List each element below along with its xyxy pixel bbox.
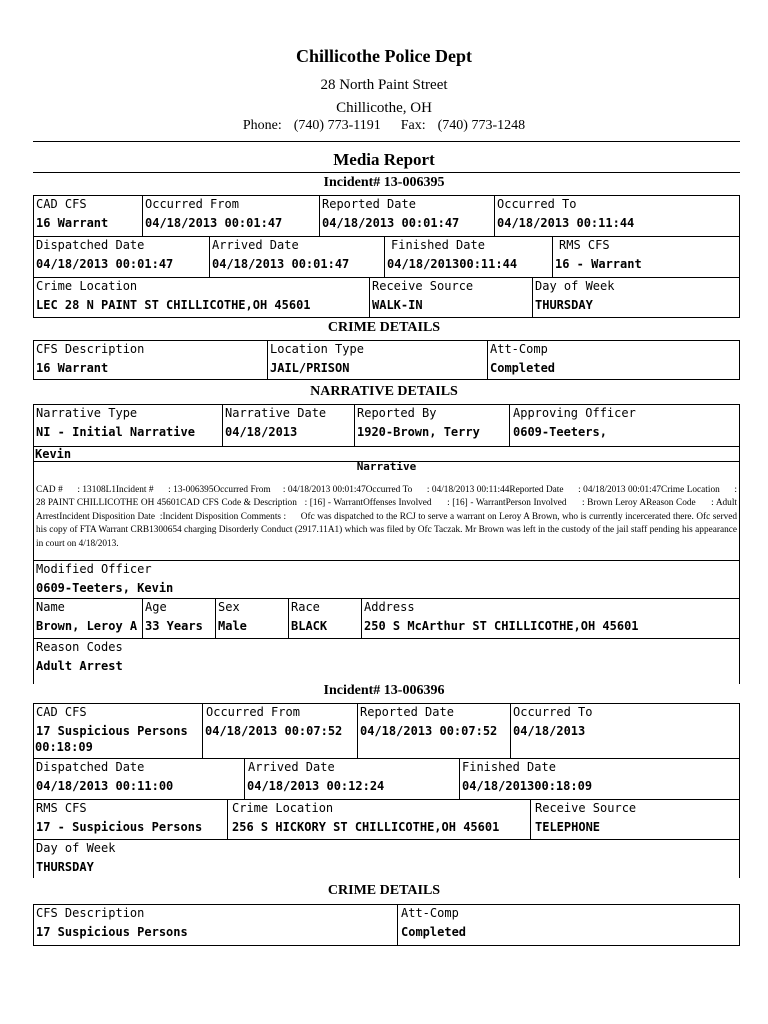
- summary-row: [34, 196, 739, 237]
- field-label: Dispatched Date: [36, 238, 145, 252]
- field-value: 16 Warrant: [36, 216, 109, 230]
- field-value: 04/18/2013 00:07:52: [205, 724, 343, 738]
- field-label: Name: [36, 600, 65, 614]
- field-label: Reason Codes: [36, 640, 123, 654]
- att-comp-cell: [397, 905, 739, 945]
- summary-row: [34, 800, 739, 840]
- finished-date-cell: [384, 237, 552, 277]
- incident-summary-box: [33, 703, 740, 880]
- location-type-cell: [267, 341, 487, 379]
- narrative-text: CAD # : 13108L1Incident # : 13-006395Occurred From : 04/18/2013 00:01:47Occurred To : 04/18/2013 00:11:44Reported Date : 04/18/2013 00:01:47Crime Location : 28 PAINT CHILLICOTHE OH 45601CAD CFS Code & Description : [16] - WarrantOffenses Involved : [16] - WarrantPerson Involved : Brown Leroy AReason Code : Adult ArrestIncident Disposition Date :Incident Disposition Comments : Ofc was dispatched to the RCJ to serve a warrant on Leroy A Brown, who is currently incercerated there. Ofc served his copy of FTA Warrant CRB1300654 charging Disorderly Conduct (2917.11A1) which was filed by Ofc Taczak. Mr Brown was left in the custody of the jail staff pending his appearance in court on 4/18/2013.: [36, 485, 740, 549]
- field-value: 04/18/2013 00:01:47: [322, 216, 460, 230]
- field-value: Completed: [401, 925, 467, 939]
- race-cell: [288, 599, 361, 638]
- occurred-from-cell: [202, 704, 357, 758]
- summary-row: [34, 237, 739, 278]
- summary-row: [34, 278, 739, 318]
- field-value: THURSDAY: [535, 298, 593, 312]
- field-label: Crime Location: [36, 279, 138, 293]
- field-label: Day of Week: [535, 279, 615, 293]
- header-divider: [33, 141, 740, 142]
- agency-city: Chillicothe, OH: [336, 100, 432, 116]
- incident-title: Incident# 13-006395: [323, 175, 445, 190]
- field-value: 04/18/2013 00:11:00: [36, 779, 174, 793]
- summary-row: [34, 840, 739, 880]
- field-value: NI - Initial Narrative: [36, 425, 195, 439]
- field-value: 256 S HICKORY ST CHILLICOTHE,OH 45601: [232, 820, 500, 834]
- field-value: 0609-Teeters, Kevin: [36, 581, 174, 595]
- field-value: LEC 28 N PAINT ST CHILLICOTHE,OH 45601: [36, 298, 311, 312]
- field-value: JAIL/PRISON: [270, 361, 350, 375]
- field-label: RMS CFS: [36, 801, 87, 815]
- field-label: Occurred To: [497, 197, 577, 211]
- occurred-from-cell: [142, 196, 319, 236]
- crime-location-cell: [34, 278, 369, 318]
- phone-number: (740) 773-1191: [293, 118, 381, 133]
- field-value: 1920-Brown, Terry: [357, 425, 480, 439]
- cfs-description-cell: [34, 341, 267, 379]
- field-label: Age: [145, 600, 167, 614]
- agency-name: Chillicothe Police Dept: [296, 46, 472, 66]
- field-label: Occurred From: [145, 197, 239, 211]
- field-label: RMS CFS: [559, 238, 610, 252]
- att-comp-cell: [487, 341, 739, 379]
- field-label: Location Type: [270, 342, 364, 356]
- narrative-type-cell: [34, 405, 222, 446]
- field-label: Att-Comp: [401, 906, 459, 920]
- field-value: Male: [218, 619, 247, 633]
- field-value: 04/18/2013: [513, 724, 586, 738]
- field-label: CFS Description: [36, 906, 145, 920]
- field-value: 04/18/201300:11:44: [387, 257, 518, 271]
- occurred-to-continued: 00:18:09: [35, 740, 93, 754]
- crime-details-title: CRIME DETAILS: [327, 883, 441, 898]
- field-value: 17 Suspicious Persons: [36, 925, 188, 939]
- dispatched-date-cell: [34, 237, 209, 277]
- crime-details-title: CRIME DETAILS: [327, 320, 441, 335]
- field-label: Approving Officer: [513, 406, 636, 420]
- summary-row: [34, 759, 739, 800]
- crime-details-row: [34, 341, 739, 379]
- spacer: [32, 878, 741, 882]
- modified-officer-row: [34, 561, 739, 599]
- narrative-details-title: NARRATIVE DETAILS: [310, 384, 458, 399]
- field-label: Reported Date: [322, 197, 416, 211]
- approving-officer-continued: Kevin: [35, 447, 72, 461]
- rms-cfs-cell: [552, 237, 739, 277]
- field-value: 16 - Warrant: [555, 257, 642, 271]
- occurred-to-cell: [510, 704, 739, 758]
- field-label: Dispatched Date: [36, 760, 145, 774]
- field-value: 0609-Teeters,: [513, 425, 607, 439]
- receive-source-cell: [530, 800, 739, 839]
- approving-officer-cell: [509, 405, 739, 446]
- reported-date-cell: [319, 196, 494, 236]
- reported-date-cell: [357, 704, 510, 758]
- field-value: BLACK: [291, 619, 328, 633]
- narrative-meta-row: [34, 405, 739, 447]
- field-value: 04/18/2013 00:11:44: [497, 216, 635, 230]
- field-value: Adult Arrest: [36, 659, 123, 673]
- field-label: Crime Location: [232, 801, 334, 815]
- crime-location-cell: [227, 800, 530, 839]
- field-value: WALK-IN: [372, 298, 423, 312]
- field-value: 04/18/2013 00:01:47: [36, 257, 174, 271]
- field-label: Sex: [218, 600, 240, 614]
- field-label: Receive Source: [535, 801, 637, 815]
- agency-street: 28 North Paint Street: [320, 77, 448, 93]
- field-value: THURSDAY: [36, 860, 94, 874]
- phone-label: Phone:: [242, 118, 282, 133]
- field-label: Address: [364, 600, 415, 614]
- field-value: 04/18/2013 00:12:24: [247, 779, 385, 793]
- name-cell: [34, 599, 142, 638]
- arrived-date-cell: [244, 759, 459, 799]
- summary-row: [34, 704, 739, 759]
- field-label: Finished Date: [391, 238, 485, 252]
- narrative-heading: Narrative: [356, 460, 417, 473]
- fax-label: Fax:: [400, 118, 426, 133]
- finished-date-cell: [459, 759, 739, 799]
- crime-details-box: [33, 904, 740, 946]
- field-label: Race: [291, 600, 320, 614]
- field-label: Narrative Type: [36, 406, 138, 420]
- address-cell: [361, 599, 739, 638]
- modified-officer-cell: [34, 561, 739, 598]
- field-label: Reported Date: [360, 705, 454, 719]
- field-label: Finished Date: [462, 760, 556, 774]
- rms-cfs-cell: [34, 800, 227, 839]
- arrived-date-cell: [209, 237, 384, 277]
- field-value: 250 S McArthur ST CHILLICOTHE,OH 45601: [364, 619, 639, 633]
- field-value: Brown, Leroy A: [36, 619, 138, 633]
- field-value: 04/18/2013 00:07:52: [360, 724, 498, 738]
- crime-details-row: [34, 905, 739, 945]
- field-value: 16 Warrant: [36, 361, 109, 375]
- field-value: 33 Years: [145, 619, 203, 633]
- field-label: Modified Officer: [36, 562, 152, 576]
- narrative-date-cell: [222, 405, 354, 446]
- incident-title: Incident# 13-006396: [323, 683, 445, 698]
- receive-source-cell: [369, 278, 532, 318]
- field-value: Completed: [490, 361, 556, 375]
- field-value: 04/18/2013 00:01:47: [145, 216, 283, 230]
- field-value: TELEPHONE: [535, 820, 601, 834]
- incident-summary-box: [33, 195, 740, 318]
- cad-cfs-cell: [34, 196, 142, 236]
- reported-by-cell: [354, 405, 509, 446]
- field-label: CAD CFS: [36, 197, 87, 211]
- field-value: 04/18/201300:18:09: [462, 779, 593, 793]
- field-label: Att-Comp: [490, 342, 548, 356]
- field-value: 17 Suspicious Persons: [36, 724, 188, 738]
- narrative-details-box: [33, 404, 740, 720]
- field-label: Arrived Date: [248, 760, 335, 774]
- field-value: 04/18/2013 00:01:47: [212, 257, 350, 271]
- field-label: Occurred From: [206, 705, 300, 719]
- field-label: CFS Description: [36, 342, 145, 356]
- person-row: [34, 599, 739, 639]
- cfs-description-cell: [34, 905, 397, 945]
- field-label: Narrative Date: [225, 406, 327, 420]
- field-label: Occurred To: [513, 705, 593, 719]
- field-label: CAD CFS: [36, 705, 87, 719]
- sex-cell: [215, 599, 288, 638]
- field-label: Receive Source: [372, 279, 474, 293]
- title-divider: [33, 172, 740, 173]
- report-title: Media Report: [333, 150, 435, 169]
- fax-number: (740) 773-1248: [437, 118, 526, 133]
- field-label: Day of Week: [36, 841, 116, 855]
- day-of-week-cell: [532, 278, 739, 318]
- field-label: Reported By: [357, 406, 437, 420]
- day-of-week-cell: [34, 840, 739, 880]
- contact-line: [0, 118, 768, 134]
- occurred-to-cell: [494, 196, 739, 236]
- field-label: Arrived Date: [212, 238, 299, 252]
- age-cell: [142, 599, 215, 638]
- dispatched-date-cell: [34, 759, 244, 799]
- crime-details-box: [33, 340, 740, 380]
- narrative-text-row: [34, 461, 739, 561]
- field-value: 17 - Suspicious Persons: [36, 820, 203, 834]
- field-value: 04/18/2013: [225, 425, 298, 439]
